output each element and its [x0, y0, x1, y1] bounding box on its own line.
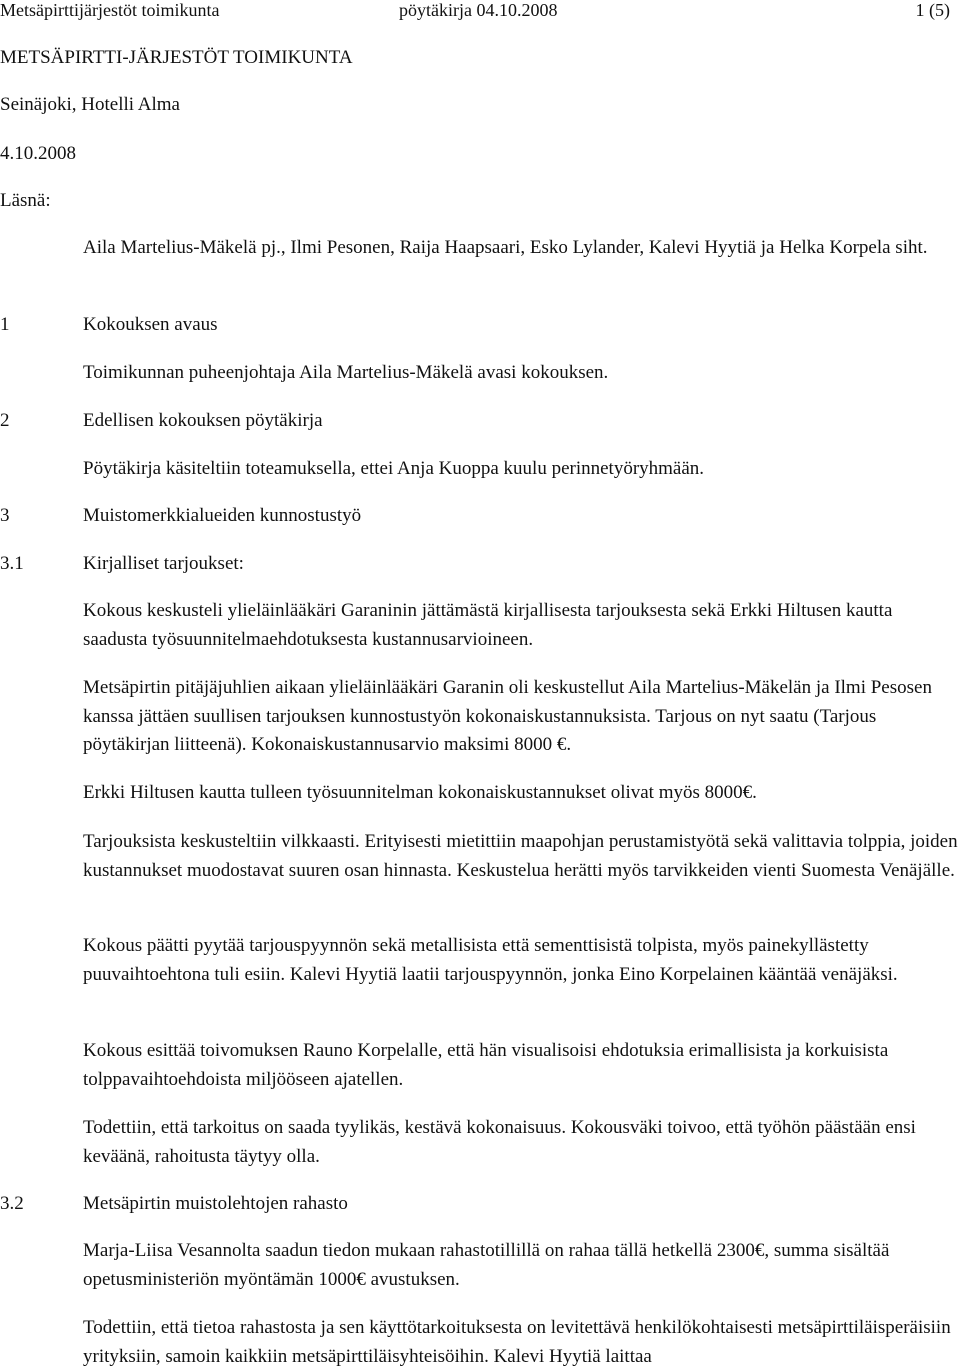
section-number: 3 [0, 505, 10, 526]
page-header [0, 0, 960, 22]
section-3-1-para-5: Kokous päätti pyytää tarjouspyynnön sekä metallisista että sementtisistä tolpista, myös painekyllästetty puuvaihtoehtona tuli esiin. Kalevi Hyytiä laatii tarjouspyynnön, jonka Eino Korpelainen kääntää venäjäksi. [83, 935, 898, 985]
document-title: METSÄPIRTTI-JÄRJESTÖT TOIMIKUNTA [0, 47, 353, 68]
section-3-1-para-4: Tarjouksista keskusteltiin vilkkaasti. Erityisesti mietittiin maapohjan perustamistyötä sekä valittavia tolppia, joiden kustannukset muodostavat suuren osan hinnasta. Keskustelua herätti myös tarvikkeiden vienti Suomesta Venäjälle. [83, 831, 958, 881]
present-list: Aila Martelius-Mäkelä pj., Ilmi Pesonen, Raija Haapsaari, Esko Lylander, Kalevi Hyytiä ja Helka Korpela siht. [83, 237, 928, 258]
section-number: 3.2 [0, 1193, 24, 1214]
section-number: 2 [0, 410, 10, 431]
section-3-1-para-6: Kokous esittää toivomuksen Rauno Korpelalle, että hän visualisoisi ehdotuksia erimallisista ja korkuisista tolppavaihtoehdoista miljööseen ajatellen. [83, 1040, 889, 1090]
meeting-date: 4.10.2008 [0, 143, 76, 164]
section-3-1-para-1: Kokous keskusteli ylieläinlääkäri Garaninin jättämästä kirjallisesta tarjouksesta sekä Erkki Hiltusen kautta saadusta työsuunnitelmaehdotuksesta kustannusarvioineen. [83, 600, 893, 650]
section-3-1-para-7: Todettiin, että tarkoitus on saada tyylikäs, kestävä kokonaisuus. Kokousväki toivoo, että työhön päästään ensi keväänä, rahoitusta täytyy olla. [83, 1117, 916, 1167]
section-number: 3.1 [0, 553, 24, 574]
section-title: Kirjalliset tarjoukset: [83, 553, 244, 574]
present-label: Läsnä: [0, 190, 51, 211]
section-3-1-para-2: Metsäpirtin pitäjäjuhlien aikaan ylieläinlääkäri Garanin oli keskustellut Aila Martelius-Mäkelän ja Ilmi Pesosen kanssa jättäen suullisen tarjouksen kunnostustyön kokonaiskustannuksista. Tarjous on nyt saatu (Tarjous pöytäkirjan liitteenä). Kokonaiskustannusarvio maksimi 8000 €. [83, 677, 932, 755]
section-1-para-1: Toimikunnan puheenjohtaja Aila Martelius-Mäkelä avasi kokouksen. [83, 362, 609, 383]
header-page-number: 1 (5) [915, 0, 950, 20]
section-3-1-para-3: Erkki Hiltusen kautta tulleen työsuunnitelman kokonaiskustannukset olivat myös 8000€. [83, 782, 757, 803]
header-org: Metsäpirttijärjestöt toimikunta [0, 0, 220, 20]
section-title: Edellisen kokouksen pöytäkirja [83, 410, 323, 431]
header-doc: pöytäkirja 04.10.2008 [399, 0, 558, 20]
section-title: Muistomerkkialueiden kunnostustyö [83, 505, 362, 526]
section-number: 1 [0, 314, 10, 335]
section-title: Kokouksen avaus [83, 314, 218, 335]
section-title: Metsäpirtin muistolehtojen rahasto [83, 1193, 348, 1214]
meeting-location: Seinäjoki, Hotelli Alma [0, 94, 180, 115]
section-3-2-para-2: Todettiin, että tietoa rahastosta ja sen käyttötarkoituksesta on levitettävä henkilökohtaisesti metsäpirttiläisperäisiin yrityksiin, samoin kaikkiin metsäpirttiläisyhteisöihin. Kalevi Hyytiä laittaa [83, 1317, 951, 1367]
section-3-2-para-1: Marja-Liisa Vesannolta saadun tiedon mukaan rahastotillillä on rahaa tällä hetkellä 2300€, summa sisältää opetusministeriön myöntämän 1000€ avustuksen. [83, 1240, 890, 1290]
section-2-para-1: Pöytäkirja käsiteltiin toteamuksella, ettei Anja Kuoppa kuulu perinnetyöryhmään. [83, 458, 705, 479]
